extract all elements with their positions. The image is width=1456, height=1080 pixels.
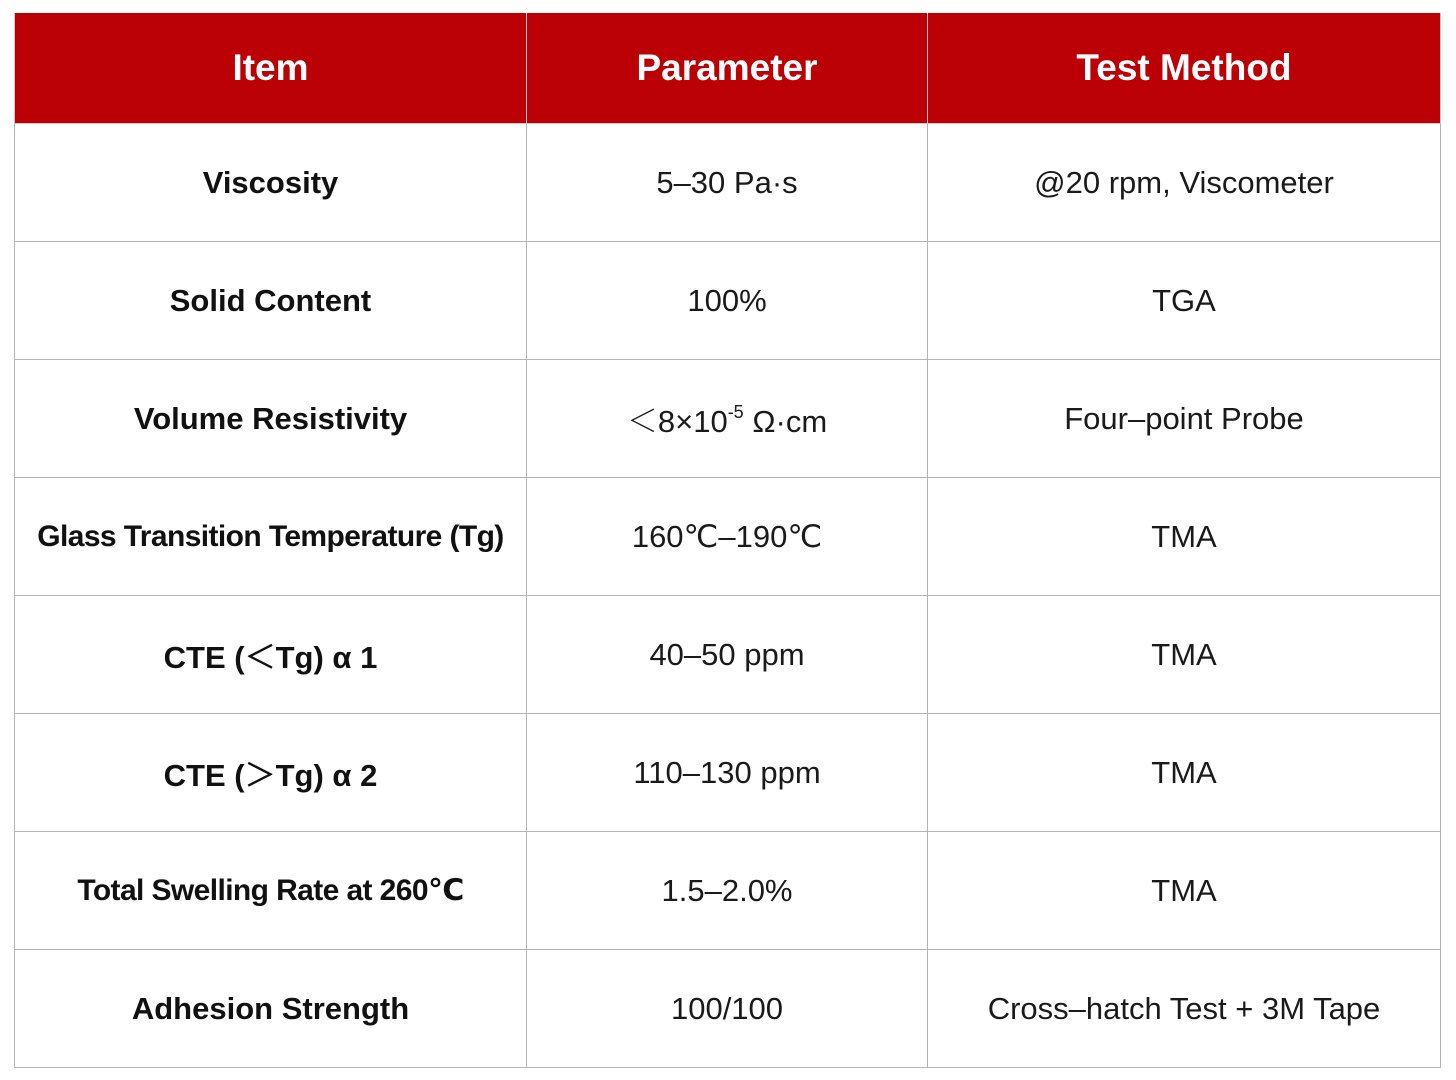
item-cell: CTE (＜Tg) α 1: [15, 596, 527, 714]
item-cell: Solid Content: [15, 242, 527, 360]
parameter-cell: 160℃–190℃: [527, 478, 928, 596]
parameter-cell: 110–130 ppm: [527, 714, 928, 832]
item-cell: Total Swelling Rate at 260℃: [15, 832, 527, 950]
method-cell: TMA: [928, 832, 1441, 950]
spec-table: [14, 13, 1441, 1068]
table-row: [15, 832, 1441, 950]
item-cell: CTE (＞Tg) α 2: [15, 714, 527, 832]
item-cell: Glass Transition Temperature (Tg): [15, 478, 527, 596]
table-row: [15, 478, 1441, 596]
table-header: [15, 13, 1441, 124]
table-row: [15, 596, 1441, 714]
method-cell: TMA: [928, 596, 1441, 714]
header-item: Item: [15, 13, 527, 124]
parameter-exponent: -5: [727, 402, 744, 422]
header-parameter: Parameter: [527, 13, 928, 124]
item-cell: Volume Resistivity: [15, 360, 527, 478]
method-cell: TGA: [928, 242, 1441, 360]
parameter-cell: [527, 360, 928, 478]
parameter-cell: 40–50 ppm: [527, 596, 928, 714]
table-row: [15, 714, 1441, 832]
method-cell: Cross–hatch Test + 3M Tape: [928, 950, 1441, 1068]
table-row: [15, 242, 1441, 360]
table-row: [15, 950, 1441, 1068]
header-row: [15, 13, 1441, 124]
parameter-unit: Ω·cm: [743, 404, 828, 439]
parameter-cell: 100%: [527, 242, 928, 360]
table-row: [15, 360, 1441, 478]
method-cell: Four–point Probe: [928, 360, 1441, 478]
header-test-method: Test Method: [928, 13, 1441, 124]
method-cell: TMA: [928, 714, 1441, 832]
parameter-cell: 1.5–2.0%: [527, 832, 928, 950]
parameter-base: ＜8×10: [626, 404, 728, 439]
table-row: [15, 124, 1441, 242]
method-cell: TMA: [928, 478, 1441, 596]
item-cell: Viscosity: [15, 124, 527, 242]
method-cell: @20 rpm, Viscometer: [928, 124, 1441, 242]
table-body: [15, 124, 1441, 1068]
parameter-cell: 5–30 Pa·s: [527, 124, 928, 242]
item-cell: Adhesion Strength: [15, 950, 527, 1068]
parameter-cell: 100/100: [527, 950, 928, 1068]
